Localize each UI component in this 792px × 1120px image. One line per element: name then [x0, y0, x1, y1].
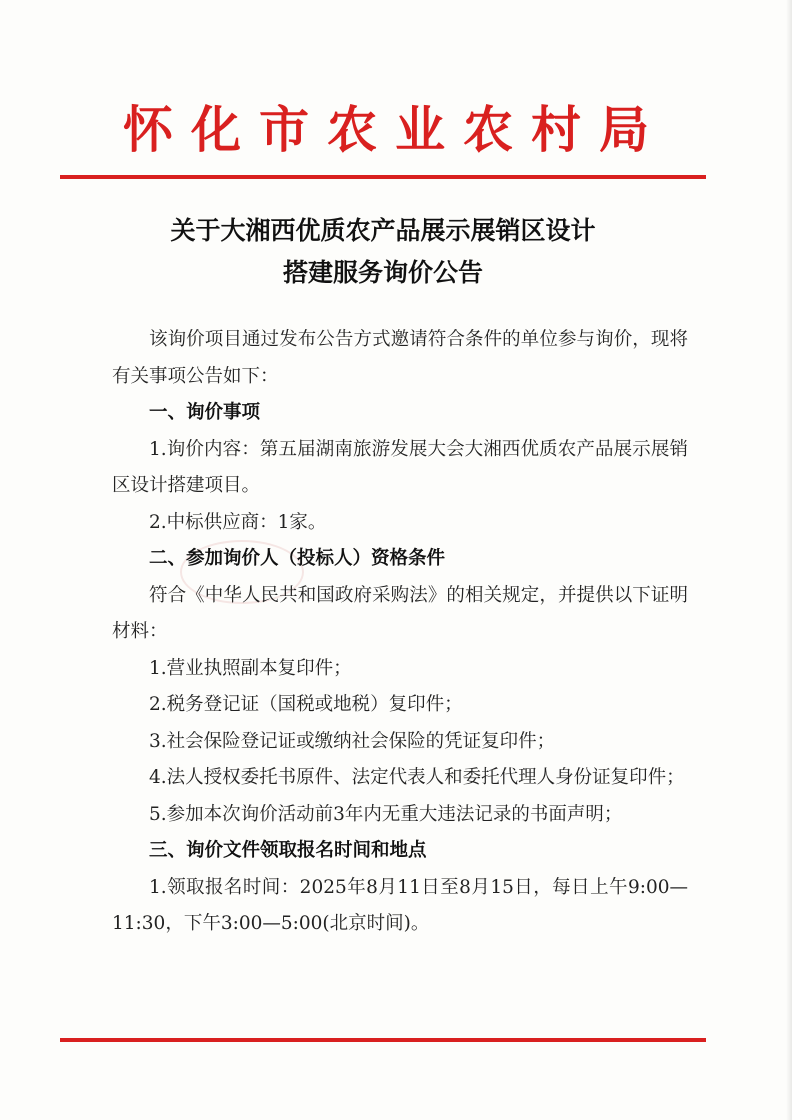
notice-title-line-1: 关于大湘西优质农产品展示展销区设计: [170, 216, 596, 245]
notice-title: [60, 210, 706, 294]
section-heading-2: 二、参加询价人（投标人）资格条件: [149, 548, 446, 569]
qualification-intro: 符合《中华人民共和国政府采购法》的相关规定，并提供以下证明材料：: [112, 584, 688, 642]
letterhead-title: 怀化市农业农村局: [123, 100, 667, 159]
section-heading-1: 一、询价事项: [149, 402, 261, 423]
intro-paragraph: 该询价项目通过发布公告方式邀请符合条件的单位参与询价，现将有关事项公告如下：: [112, 329, 688, 387]
inquiry-content: 1.询价内容：第五届湖南旅游发展大会大湘西优质农产品展示展销区设计搭建项目。: [112, 438, 688, 496]
requirement-item-3: 3.社会保险登记证或缴纳社会保险的凭证复印件；: [149, 730, 556, 752]
letterhead-red-rule: [60, 175, 706, 179]
footer-red-rule: [60, 1038, 706, 1042]
section-heading-3: 三、询价文件领取报名时间和地点: [149, 840, 427, 861]
notice-body: [112, 322, 688, 943]
notice-title-line-2: 搭建服务询价公告: [282, 258, 483, 287]
requirement-item-4: 4.法人授权委托书原件、法定代表人和委托代理人身份证复印件；: [149, 767, 685, 788]
scan-edge-shadow: [786, 0, 792, 1120]
registration-time: 1.领取报名时间：2025年8月11日至8月15日，每日上午9:00—11:30，下午3:00—5:00(北京时间)。: [112, 876, 688, 934]
requirement-item-5: 5.参加本次询价活动前3年内无重大违法记录的书面声明；: [149, 803, 623, 825]
requirement-item-1: 1.营业执照副本复印件；: [149, 657, 352, 679]
supplier-count: 2.中标供应商：1家。: [149, 511, 327, 533]
requirement-item-2: 2.税务登记证（国税或地税）复印件；: [149, 694, 463, 715]
